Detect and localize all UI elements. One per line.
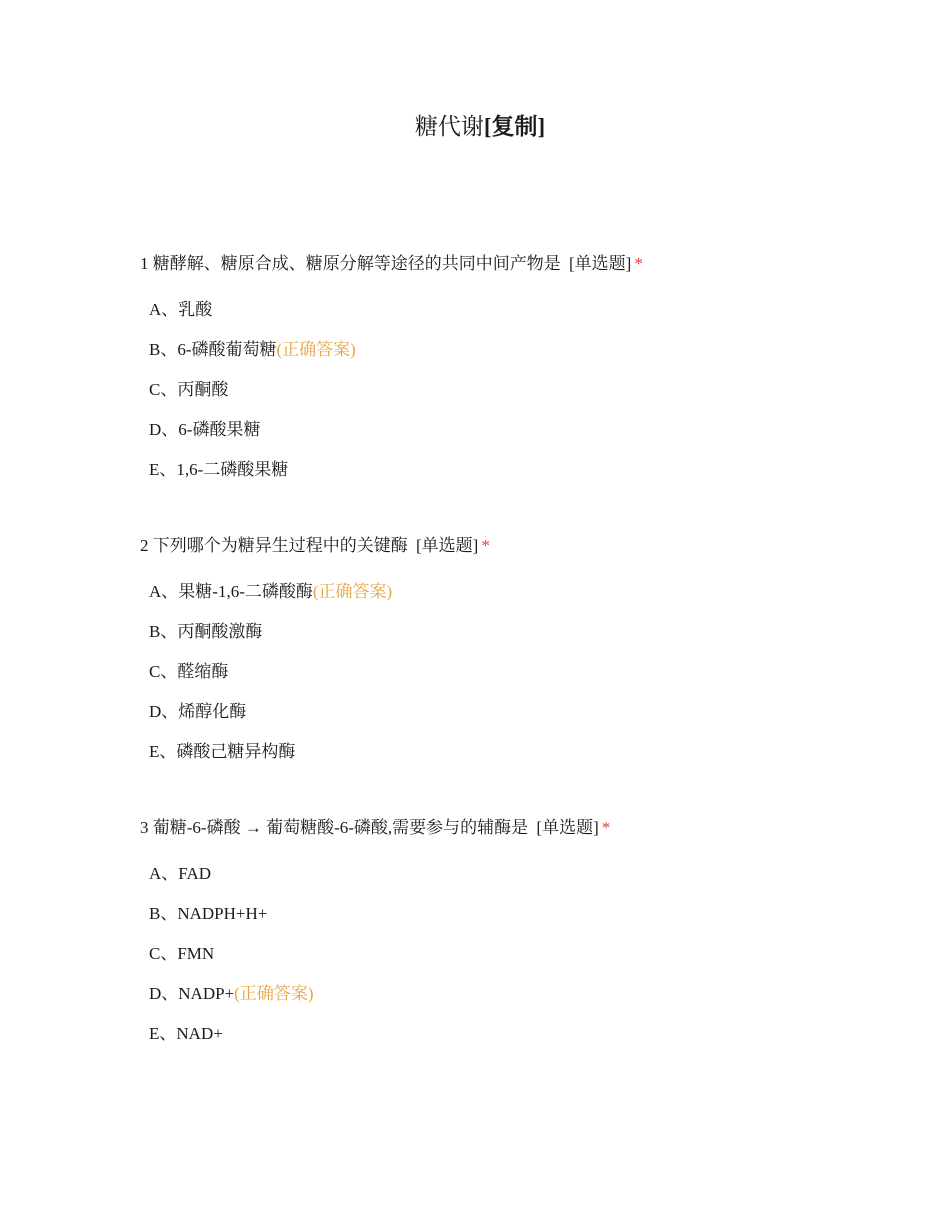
title-text: 糖代谢 [414,114,484,139]
option-a[interactable] [140,863,900,903]
page-title [0,112,950,142]
option-text: E、NAD+ [149,1024,223,1043]
option-b[interactable] [140,339,900,379]
option-c[interactable] [140,379,900,419]
required-mark: * [634,254,643,273]
question-number: 2 [140,536,149,555]
question-type-label: [单选题] [569,254,632,273]
option-text: A、FAD [149,864,212,883]
question-type-label: [单选题] [416,536,479,555]
option-b[interactable] [140,621,900,661]
option-list [140,581,900,781]
option-a[interactable] [140,581,900,621]
option-c[interactable] [140,943,900,983]
option-text: D、6-磷酸果糖 [149,420,261,439]
correct-answer-label: (正确答案) [234,984,314,1003]
question-1 [140,253,900,499]
option-text: A、果糖-1,6-二磷酸酶 [149,582,313,601]
option-text: C、丙酮酸 [149,380,229,399]
option-text: B、NADPH+H+ [149,904,268,923]
option-text: B、丙酮酸激酶 [149,622,263,641]
question-number: 3 [140,818,149,837]
option-text: E、磷酸己糖异构酶 [149,742,296,761]
option-d[interactable] [140,983,900,1023]
question-text: 下列哪个为糖异生过程中的关键酶 [152,536,408,555]
option-text: C、FMN [149,944,215,963]
question-stem [140,817,900,839]
option-text: D、烯醇化酶 [149,702,247,721]
option-text: E、1,6-二磷酸果糖 [149,460,289,479]
option-text: A、乳酸 [149,300,213,319]
question-3 [140,817,900,1063]
question-number: 1 [140,254,149,273]
question-stem [140,535,900,557]
option-text: B、6-磷酸葡萄糖 [149,340,277,359]
option-e[interactable] [140,459,900,499]
correct-answer-label: (正确答案) [276,340,356,359]
option-a[interactable] [140,299,900,339]
option-text: C、醛缩酶 [149,662,229,681]
title-copy-tag: [复制] [483,114,546,139]
option-text: D、NADP+ [149,984,235,1003]
required-mark: * [601,818,611,837]
option-list [140,863,900,1063]
option-list [140,299,900,499]
correct-answer-label: (正确答案) [312,582,393,601]
option-d[interactable] [140,701,900,741]
option-e[interactable] [140,1023,900,1063]
option-c[interactable] [140,661,900,701]
question-text: 糖酵解、糖原合成、糖原分解等途径的共同中间产物是 [152,254,561,273]
question-text: 葡糖-6-磷酸 → 葡萄糖酸-6-磷酸,需要参与的辅酶是 [152,818,529,837]
option-d[interactable] [140,419,900,459]
required-mark: * [481,536,490,555]
question-2 [140,535,900,781]
question-stem [140,253,900,275]
option-b[interactable] [140,903,900,943]
question-type-label: [单选题] [536,818,599,837]
option-e[interactable] [140,741,900,781]
